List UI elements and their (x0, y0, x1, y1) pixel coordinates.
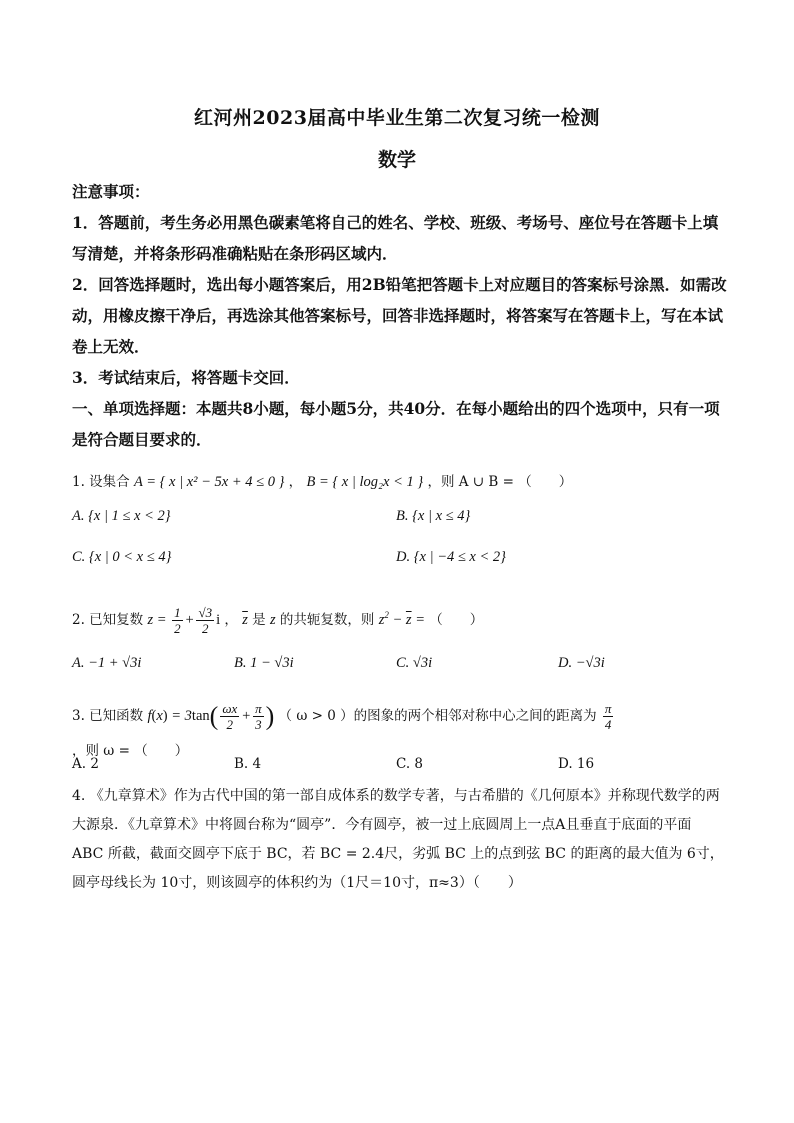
q2-prefix: 2. 已知复数 (72, 611, 144, 628)
question-3: 3. 已知函数 f(x) = 3tan( $\frac{\omega x}{2}$ + $\frac{\pi}{3}$ ) （ ω > 0 ）的图象的两个相邻对称中心之间的距离为 $\frac{\pi}{4}$ ，则 ω = （ ） (72, 701, 612, 759)
subject-title: 数学 (377, 149, 416, 171)
q1-set-a: A = { x | x² − 5x + 4 ≤ 0 } (133, 474, 285, 490)
q3-option-d: D. 16 (558, 756, 595, 772)
q3-option-b: B. 4 (234, 756, 262, 772)
q1-prefix: 1. 设集合 (72, 474, 130, 490)
q3-condition: （ ω > 0 ）的图象的两个相邻对称中心之间的距离为 (278, 708, 597, 724)
exam-title: 红河州2023届高中毕业生第二次复习统一检测 (194, 107, 600, 129)
q1-option-d: D. {x | −4 ≤ x < 2} (396, 549, 506, 565)
q3-prefix: 3. 已知函数 (72, 708, 144, 724)
q2-paren: （ ） (429, 611, 484, 628)
q1-option-a: A. {x | 1 ≤ x < 2} (72, 508, 171, 524)
q1-option-c: C. {x | 0 < x ≤ 4} (72, 549, 172, 565)
notice-item-3: 3．考试结束后，将答题卡交回． (72, 368, 300, 387)
notice-item-1: 1．答题前，考生务必用黑色碳素笔将自己的姓名、学校、班级、考场号、座位号在答题卡上填写清楚，并将条形码准确粘贴在条形码区域内． (72, 213, 719, 263)
q2-option-d: D. −√3i (558, 655, 605, 671)
notice-heading: 注意事项： (72, 182, 150, 201)
q2-mid: 是 (252, 611, 266, 628)
q1-option-b: B. {x | x ≤ 4} (396, 508, 471, 524)
section-heading: 一、单项选择题：本题共8小题，每小题5分，共40分．在每小题给出的四个选项中，只有一项是符合题目要求的． (72, 399, 720, 449)
q3-suffix: ，则 ω = （ ） (72, 742, 189, 759)
q3-function: f(x) = 3tan( $\frac{\omega x}{2}$ + $\frac{\pi}{3}$ ) (147, 701, 275, 733)
q3-option-c: C. 8 (396, 756, 424, 772)
q2-option-b: B. 1 − √3i (234, 655, 294, 671)
q2-option-a: A. −1 + √3i (72, 655, 142, 671)
q1-set-b: B = { x | log₂x < 1 } (306, 474, 424, 490)
question-2: 2. 已知复数 z = $\frac{1}{2}$ + $\frac{√3}{2}$ i ， $\overline{z}$ 是 z 的共轭复数，则 $z^2 - \overline{z}$ = （ ） (72, 605, 484, 636)
q2-option-c: C. √3i (396, 655, 433, 671)
q1-suffix: ，则 A ∪ B = （ ） (427, 474, 573, 490)
question-1: 1. 设集合 A = { x | x² − 5x + 4 ≤ 0 } ， B = { x | log₂x < 1 } ，则 A ∪ B = （ ） (72, 474, 573, 490)
q3-option-a: A. 2 (72, 756, 99, 772)
notice-item-2: 2．回答选择题时，选出每小题答案后，用2B铅笔把答题卡上对应题目的答案标号涂黑．如需改动，用橡皮擦干净后，再选涂其他答案标号，回答非选择题时，将答案写在答题卡上，写在本试卷上无效． (72, 275, 727, 356)
notice-block (72, 176, 728, 455)
q2-suffix: 的共轭复数，则 (279, 611, 375, 628)
question-4: 4. 《九章算术》作为古代中国的第一部自成体系的数学专著，与古希腊的《几何原本》并称现代数学的两大源泉．《九章算术》中将圆台称为“圆亭”．今有圆亭，被一过上底圆周上一点A且垂直于底面的平面 ABC 所截，截面交圆亭下底于 BC，若 BC = 2.4尺，劣弧 BC 上的点到弦 BC 的距离的最大值为 6寸，圆亭母线长为 10寸，则该圆亭的体积约为（1尺＝10寸，π≈3）（ ） (72, 788, 724, 891)
q2-z-def: z = $\frac{1}{2}$ + $\frac{√3}{2}$ i (147, 605, 221, 636)
